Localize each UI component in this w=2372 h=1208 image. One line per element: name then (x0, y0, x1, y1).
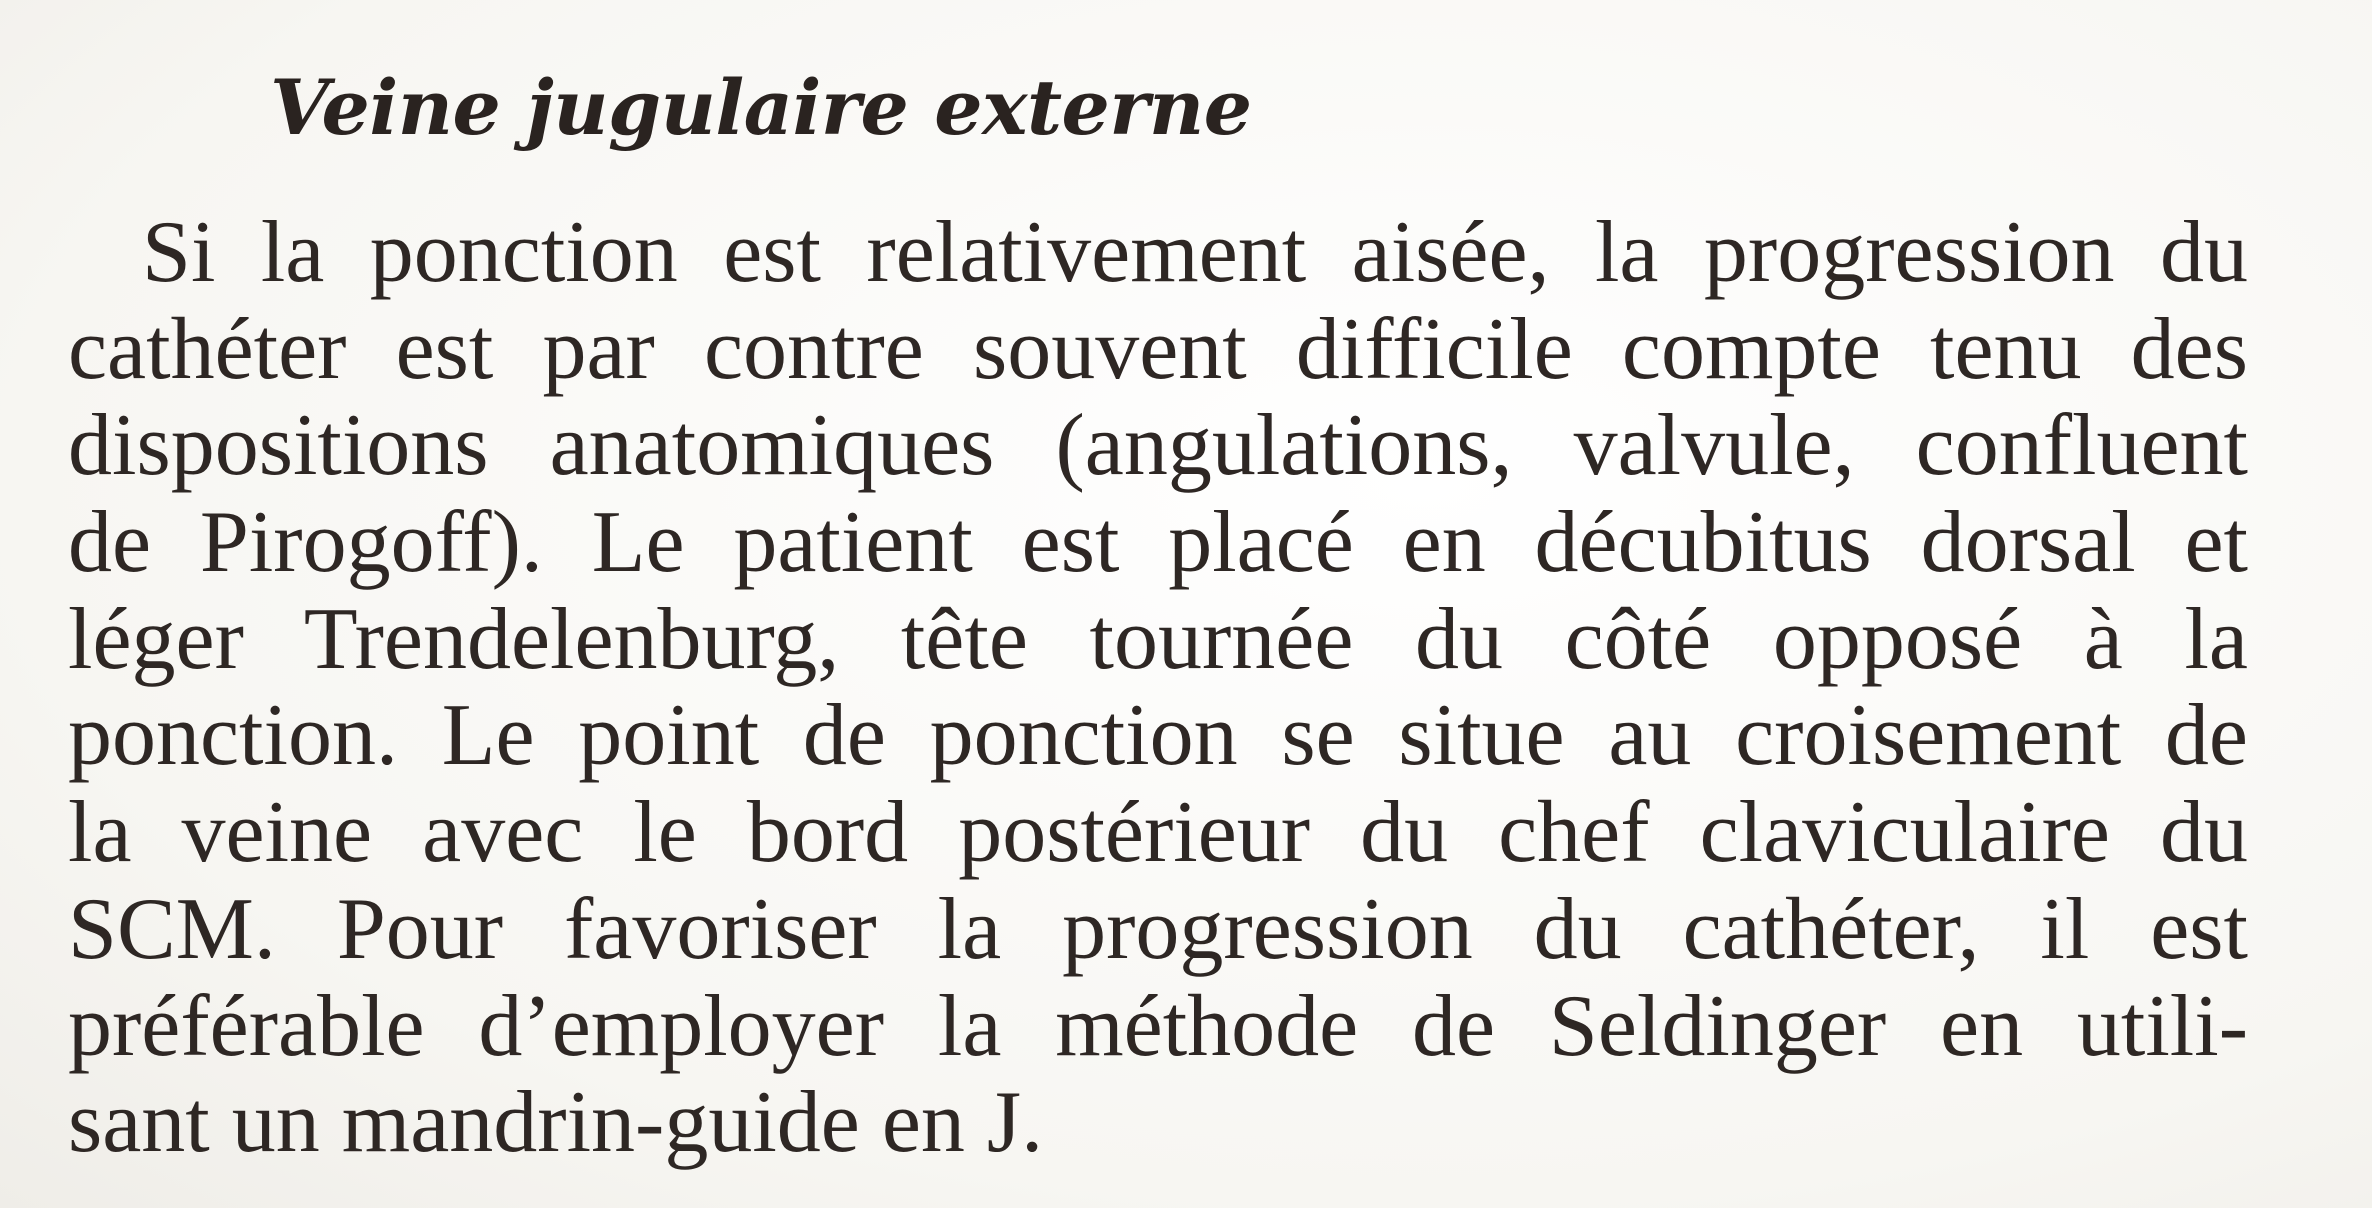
section-heading: Veine jugulaire externe (270, 63, 1252, 152)
paragraph-line: la veine avec le bord postérieur du chef claviculaire du (68, 784, 2248, 882)
paragraph-line: SCM. Pour favoriser la progression du cathéter, il est (68, 880, 2248, 978)
body-paragraph (68, 205, 2248, 1172)
paragraph-line: de Pirogoff). Le patient est placé en décubitus dorsal et (68, 494, 2248, 592)
paragraph-line: préférable d’employer la méthode de Seldinger en utili- (68, 977, 2248, 1075)
paragraph-line: léger Trendelenburg, tête tournée du côté opposé à la (68, 590, 2248, 688)
paragraph-line: Si la ponction est relativement aisée, la progression du (142, 204, 2248, 301)
paragraph-line: dispositions anatomiques (angulations, valvule, confluent (68, 397, 2248, 495)
paragraph-line: ponction. Le point de ponction se situe au croisement de (68, 687, 2248, 785)
paragraph-line: sant un mandrin-guide en J. (68, 1074, 1044, 1172)
paragraph-line: cathéter est par contre souvent difficile compte tenu des (68, 300, 2248, 398)
